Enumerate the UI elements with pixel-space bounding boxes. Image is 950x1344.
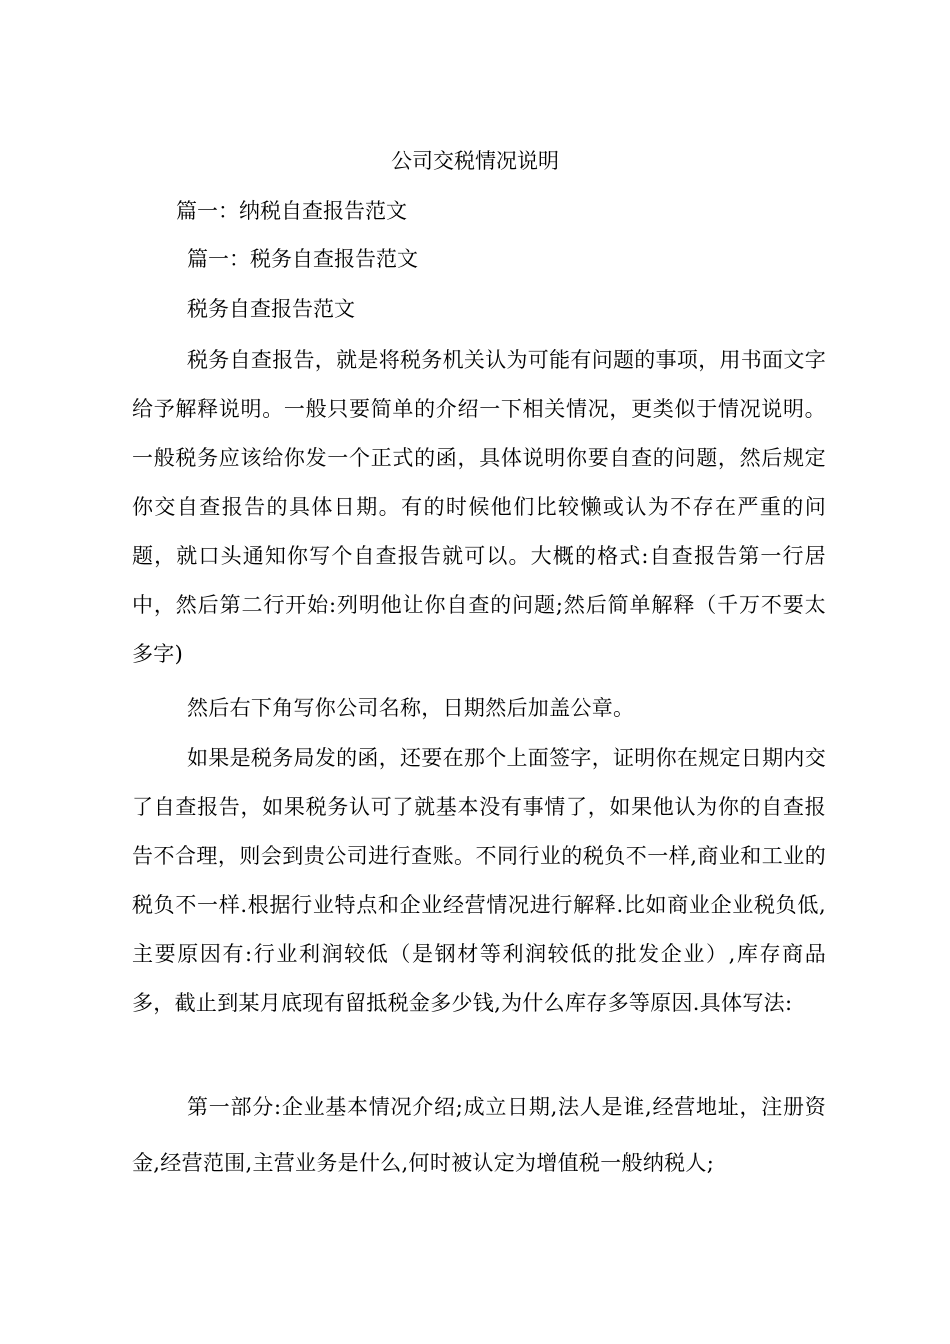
body-paragraph-4: 第一部分:企业基本情况介绍;成立日期,法人是谁,经营地址，注册资金,经营范围,主营业务是什么,何时被认定为增值税一般纳税人; — [132, 1095, 826, 1175]
body-paragraph-1: 税务自查报告，就是将税务机关认为可能有问题的事项，用书面文字给予解释说明。一般只要简单的介绍一下相关情况，更类似于情况说明。一般税务应该给你发一个正式的函，具体说明你要自查的问题，然后规定你交自查报告的具体日期。有的时候他们比较懒或认为不存在严重的问题，就口头通知你写个自查报告就可以。大概的格式:自查报告第一行居中，然后第二行开始:列明他让你自查的问题;然后简单解释（千万不要太多字) — [132, 348, 826, 666]
body-paragraph-3: 如果是税务局发的函，还要在那个上面签字，证明你在规定日期内交了自查报告，如果税务认可了就基本没有事情了，如果他认为你的自查报告不合理，则会到贵公司进行查账。不同行业的税负不一样,商业和工业的税负不一样.根据行业特点和企业经营情况进行解释.比如商业企业税负低,主要原因有:行业利润较低（是钢材等利润较低的批发企业）,库存商品多，截止到某月底现有留抵税金多少钱,为什么库存多等原因.具体写法: — [132, 746, 826, 1015]
body-paragraph-2: 然后右下角写你公司名称，日期然后加盖公章。 — [187, 696, 635, 720]
section-heading-1: 篇一：纳税自查报告范文 — [176, 199, 407, 223]
section-heading-2: 篇一：税务自查报告范文 — [187, 247, 418, 271]
section-heading-3: 税务自查报告范文 — [187, 297, 355, 321]
document-title: 公司交税情况说明 — [391, 149, 559, 173]
